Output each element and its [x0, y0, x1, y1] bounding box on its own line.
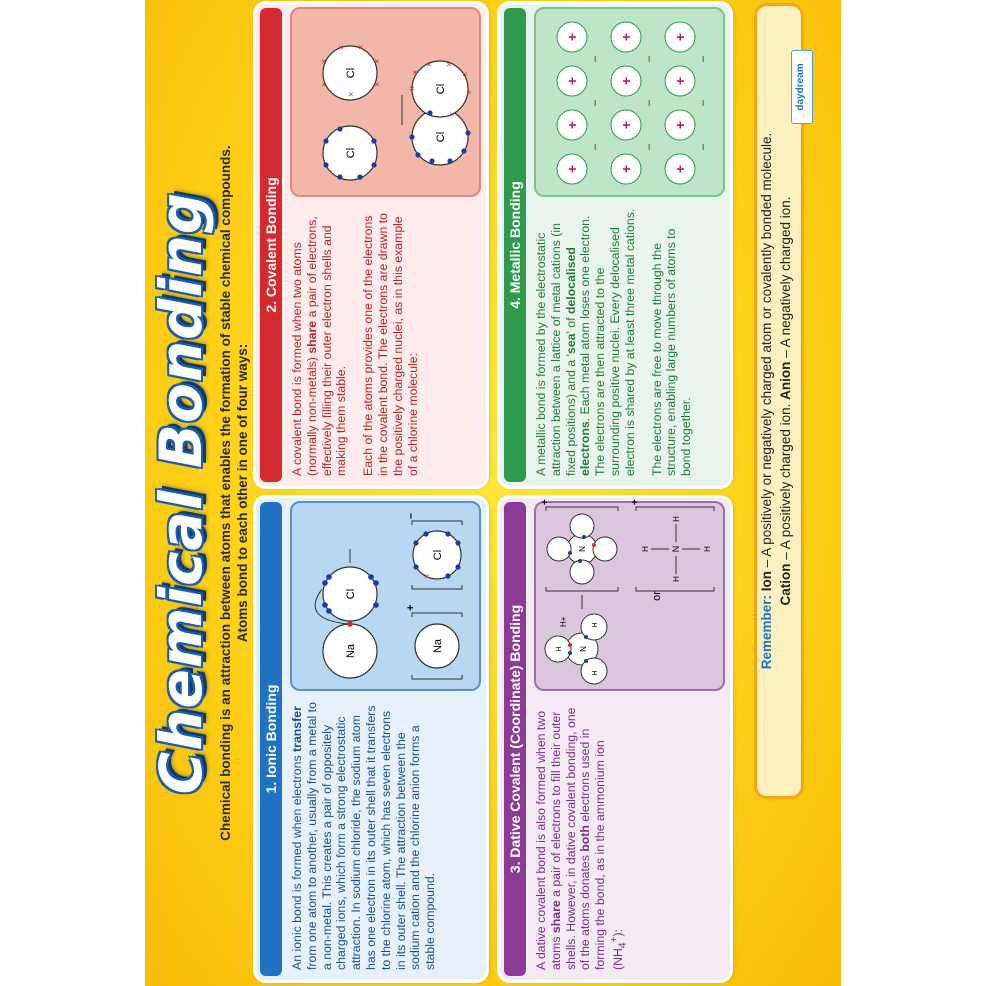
covalent-text-c: a pair of electrons, effectively filling their outer electron shells and making them stable. [304, 216, 349, 476]
electron [357, 174, 362, 179]
covalent-text-share: share [304, 320, 319, 354]
nh4-h-atom [547, 537, 571, 561]
electron [429, 158, 434, 163]
electron [592, 543, 596, 547]
formula-h: H [672, 516, 681, 522]
metallic-text-sea: sea [563, 333, 578, 355]
cl2-atom-2-label: Cl [435, 83, 447, 95]
electron [568, 551, 572, 555]
delocalised-electron: – [697, 143, 709, 151]
cl-atom-1-label: Cl [345, 147, 357, 159]
covalent-text-2: Each of the atoms provides one of the electrons in the covalent bond. The electrons are drawn to the positively charged nuclei, as in this example of a chlorine molecule: [361, 213, 420, 476]
dative-heading: 3. Dative Covalent (Coordinate) Bonding [504, 502, 526, 976]
dative-text-share: share [548, 900, 563, 934]
formula-h: H [703, 546, 712, 552]
electron [568, 643, 572, 647]
electron-cross: × [460, 71, 470, 77]
cation-charge: + [564, 76, 580, 86]
ionic-text-transfer: transfer [290, 706, 304, 752]
cation-charge: + [564, 120, 580, 130]
cl-ion-electron [445, 531, 450, 536]
electron-cross: × [319, 81, 329, 87]
dative-text-sup: + [608, 936, 620, 943]
metallic-text-delocalised: delocalised electrons [563, 247, 593, 476]
nh4-charge: + [540, 499, 551, 505]
na-ion-label: Na [432, 638, 444, 654]
cation-charge: + [672, 32, 688, 42]
delocalised-electron: – [643, 99, 655, 107]
electron [323, 138, 328, 143]
electron [415, 152, 420, 157]
cl-ion-electron [413, 540, 418, 545]
electron [461, 148, 466, 153]
formula-n: N [671, 545, 681, 553]
delocalised-electron: – [697, 99, 709, 107]
electron-cross: × [356, 44, 366, 50]
cl-ion-electron [445, 573, 450, 578]
cl-atom-label: Cl [345, 588, 357, 600]
nh4-h-atom [593, 537, 617, 561]
cation-charge: + [618, 76, 634, 86]
cl-electron [368, 574, 374, 580]
anion-term: Anion [778, 361, 793, 400]
cation-definition: – A positively charged ion. [778, 399, 793, 564]
covalent-text [290, 204, 420, 476]
cation-term: Cation [778, 563, 793, 606]
cation-charge: + [672, 76, 688, 86]
cl-electron [322, 580, 328, 586]
na-ion-charge: + [405, 604, 417, 611]
cl-electron [326, 608, 332, 614]
na-atom-label: Na [345, 643, 357, 659]
electron-cross: × [346, 91, 356, 97]
delocalised-electron: – [589, 55, 601, 63]
cation-charge: + [618, 164, 634, 174]
metallic-text-e: . Each metal atom loses one electron. The electrons are then attracted to the surrounding positive nuclei. Every delocalised electron is shared by at least three metal cations. [578, 208, 637, 476]
dative-text-sub: 4 [617, 942, 629, 949]
dative-text-e: electrons used in forming the bond, as in the ammonium ion (NH [578, 728, 626, 970]
poster-title: Chemical Bonding [147, 191, 215, 795]
ionic-bonding-panel [256, 498, 486, 980]
na-bracket-left [412, 675, 462, 679]
h-plus-ion: H+ [559, 616, 568, 627]
electron-cross: × [336, 44, 346, 50]
delocalised-electron: – [589, 99, 601, 107]
electron-cross: × [319, 58, 329, 64]
ionic-text-a: An ionic bond is formed when electrons [290, 751, 304, 970]
ionic-text [290, 698, 438, 970]
ionic-heading: 1. Ionic Bonding [260, 502, 282, 976]
covalent-diagram [290, 7, 481, 197]
intro-text: Chemical bonding is an attraction between atoms that enables the formation of stable chemical compounds. Atoms bond to each other in one of four ways: [218, 145, 250, 841]
remember-box [757, 6, 801, 796]
nh3-h-label: H [592, 670, 599, 676]
electron-cross: × [444, 61, 454, 67]
cl-ion-electron [455, 564, 460, 569]
cl-electron [373, 602, 379, 608]
cation-charge: + [618, 120, 634, 130]
electron [337, 174, 342, 179]
cation-charge: + [618, 32, 634, 42]
anion-definition: – A negatively charged ion. [778, 196, 793, 362]
remember-line-1 [757, 6, 776, 796]
electron [447, 158, 452, 163]
cl2-atom-1-label: Cl [435, 131, 447, 143]
cl-ion-label: Cl [432, 549, 444, 561]
cl-ion-electron [423, 531, 428, 536]
formula-charge: + [630, 499, 641, 505]
formula-bracket-right [636, 507, 714, 511]
metallic-text [534, 204, 694, 476]
cl-atom-2-label: Cl [345, 67, 357, 79]
electron [323, 162, 328, 167]
poster-content [145, 0, 841, 986]
nh4-h-atom [570, 514, 594, 538]
delocalised-electron: – [643, 143, 655, 151]
dative-text-a: A dative covalent bond is also formed when two atoms [534, 710, 563, 970]
cl-ion-electron [413, 564, 418, 569]
ionic-diagram-svg [292, 503, 479, 689]
delocalised-electron: – [643, 55, 655, 63]
cation-charge: + [672, 164, 688, 174]
formula-bracket-left [636, 587, 714, 591]
na-bracket-right [412, 613, 462, 617]
delocalised-electron: – [589, 143, 601, 151]
covalent-bonding-panel [256, 4, 486, 486]
nh4-bracket-right [546, 507, 618, 511]
nh3-n-label: N [579, 646, 588, 652]
ionic-diagram [290, 501, 481, 691]
cl-electron [326, 574, 332, 580]
electron [584, 659, 588, 663]
metallic-heading: 4. Metallic Bonding [504, 8, 526, 482]
cl-ion-gained-electron: × [422, 573, 433, 579]
cation-charge: + [564, 164, 580, 174]
electron [568, 651, 572, 655]
cation-charge: + [564, 32, 580, 42]
electron [337, 126, 342, 131]
formula-h: H [641, 546, 650, 552]
remember-line-2 [776, 6, 795, 796]
cl-ion-charge: – [405, 512, 417, 519]
electron [465, 130, 470, 135]
electron [578, 559, 582, 563]
covalent-text-a: A covalent bond is formed when two atoms (normally non-metals) [290, 242, 319, 476]
cl-electron [322, 602, 328, 608]
dative-text-c: a pair of electrons to fill their outer shells. However, in dative covalent bonding, one of the atoms donates [548, 707, 593, 970]
metallic-text-2: The electrons are free to move through the structure, enabling large numbers of atoms to bond together. [649, 228, 694, 476]
nh3-h-label: H [592, 622, 599, 628]
cl-bracket-right [412, 521, 462, 525]
metallic-lattice-svg [536, 9, 723, 195]
poster [145, 0, 841, 986]
electron-cross: × [424, 61, 434, 67]
ionic-text-c: from one atom to another, usually from a metal to a non-metal. This creates a pair of oppositely charged ions, which form a strong electrostatic attraction. In sodium chloride, the sodium atom has one electron in its outer shell that it transfers to the chlorine atom, which has seven electrons in its outer shell. The attraction between the sodium cation and the chlorine anion forms a stable compound. [304, 702, 438, 970]
cation-charge: + [672, 120, 688, 130]
electron-cross: × [372, 58, 382, 64]
electron [582, 535, 586, 539]
covalent-diagram-svg [292, 9, 479, 195]
electron [584, 635, 588, 639]
cl-electron [373, 580, 379, 586]
dative-diagram-svg [536, 499, 723, 689]
delocalised-electron: – [697, 55, 709, 63]
dative-diagram [534, 501, 725, 691]
electron [371, 162, 376, 167]
remember-label: Remember: [759, 595, 774, 670]
dative-text-h: ): [611, 928, 626, 937]
metallic-bonding-panel [500, 4, 730, 486]
electron-cross: × [410, 69, 420, 75]
covalent-heading: 2. Covalent Bonding [260, 8, 282, 482]
electron-cross: × [372, 81, 382, 87]
dative-bonding-panel [500, 498, 730, 980]
or-label: or [651, 591, 663, 601]
metallic-text-c: ' of [563, 314, 578, 334]
shared-electron [427, 110, 432, 115]
nh3-h-label: H [556, 646, 563, 652]
dative-text [534, 698, 631, 970]
electron-cross: × [407, 85, 417, 91]
dative-text-both: both [578, 825, 593, 852]
electron [409, 134, 414, 139]
nh4-h-atom [570, 560, 594, 584]
electron-cross: × [464, 89, 474, 95]
ion-definition: – A positively or negatively charged atom or covalently bonded molecule. [759, 132, 774, 571]
na-electron [347, 621, 353, 627]
cl-bracket-left [412, 585, 462, 589]
metallic-text-a: A metallic bond is formed by the electrostatic attraction between a lattice of metal cations (in fixed positions) and a ' [534, 223, 578, 476]
nh4-n-label: N [578, 546, 587, 552]
cl-ion-electron [455, 540, 460, 545]
ion-term: Ion [759, 570, 774, 592]
shared-electron-cross: × [447, 111, 457, 117]
metallic-diagram [534, 7, 725, 197]
formula-h: H [672, 576, 681, 582]
daydream-logo: daydream [791, 50, 813, 124]
nh4-bracket-left [546, 587, 618, 591]
electron [371, 138, 376, 143]
